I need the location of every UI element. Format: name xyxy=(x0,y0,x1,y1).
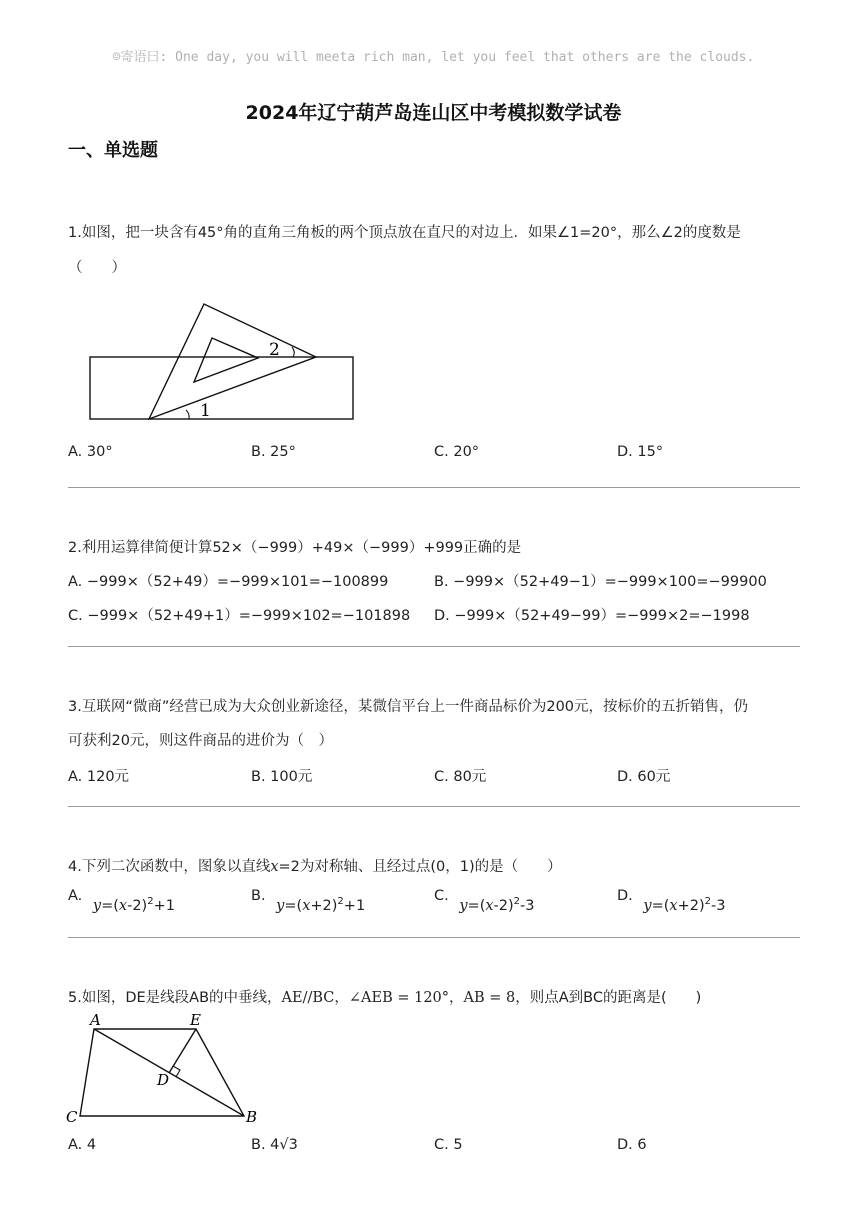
question-2-option-c[interactable]: C. −999×（52+49+1）=−999×102=−101898 xyxy=(68,608,411,624)
question-4-option-d[interactable]: D. $y=(x+2)^2-3$ xyxy=(617,888,726,914)
question-5-option-c[interactable]: C. 5 xyxy=(434,1137,463,1153)
label-e: E xyxy=(190,1011,201,1029)
set-square-outer xyxy=(149,304,316,419)
angle-2-label: 2 xyxy=(269,340,280,360)
label-a: A xyxy=(90,1011,101,1029)
question-2-option-d[interactable]: D. −999×（52+49−99）=−999×2=−1998 xyxy=(434,608,750,624)
question-4-option-a[interactable]: A. $y=(x-2)^2+1$ xyxy=(68,888,175,914)
set-square-inner xyxy=(194,338,258,382)
question-1-paren: （ ） xyxy=(68,260,126,276)
question-2-option-a[interactable]: A. −999×（52+49）=−999×101=−100899 xyxy=(68,574,389,590)
question-1-option-b[interactable]: B. 25° xyxy=(251,444,296,460)
page-title: 2024年辽宁葫芦岛连山区中考模拟数学试卷 xyxy=(245,102,622,124)
divider xyxy=(68,646,800,647)
question-5-stem: 5.如图，DE是线段AB的中垂线，AE//BC，∠AEB = 120°，AB = 8，则点A到BC的距离是( ) xyxy=(68,990,702,1006)
divider xyxy=(68,487,800,488)
question-1-option-c[interactable]: C. 20° xyxy=(434,444,480,460)
question-1-stem: 1.如图，把一块含有45°角的直角三角板的两个顶点放在直尺的对边上．如果∠1=20°，那么∠2的度数是 xyxy=(68,225,741,241)
question-3-option-a[interactable]: A. 120元 xyxy=(68,769,130,785)
question-2-stem: 2.利用运算律简便计算52×（−999）+49×（−999）+999正确的是 xyxy=(68,540,522,556)
angle-1-label: 1 xyxy=(200,401,211,421)
question-5-option-a[interactable]: A. 4 xyxy=(68,1137,97,1153)
angle-1-arc xyxy=(186,410,189,419)
question-4-stem: 4.下列二次函数中，图象以直线x=2为对称轴、且经过点(0，1)的是（ ） xyxy=(68,859,562,875)
question-1-option-a[interactable]: A. 30° xyxy=(68,444,113,460)
question-3-stem-line-1: 3.互联网“微商”经营已成为大众创业新途径，某微信平台上一件商品标价为200元，按标价的五折销售，仍 xyxy=(68,699,749,715)
question-5-option-b[interactable]: B. 4√3 xyxy=(251,1137,298,1153)
question-5-figure xyxy=(60,1008,270,1132)
question-3-option-b[interactable]: B. 100元 xyxy=(251,769,313,785)
question-5-option-d[interactable]: D. 6 xyxy=(617,1137,647,1153)
watermark: ☺寄语曰: One day, you will meeta rich man, let you feel that others are the clouds. xyxy=(112,50,755,65)
label-d: D xyxy=(157,1071,170,1089)
section-heading: 一、单选题 xyxy=(68,140,158,161)
question-4-option-b[interactable]: B. $y=(x+2)^2+1$ xyxy=(251,888,366,914)
divider xyxy=(68,806,800,807)
label-b: B xyxy=(246,1108,258,1126)
divider xyxy=(68,937,800,938)
question-1-figure xyxy=(86,300,360,426)
label-c: C xyxy=(66,1108,78,1126)
ruler-shape xyxy=(90,357,353,419)
question-2-option-b[interactable]: B. −999×（52+49−1）=−999×100=−99900 xyxy=(434,574,767,590)
question-3-stem-line-2: 可获利20元，则这件商品的进价为（ ） xyxy=(68,733,333,749)
angle-2-arc xyxy=(292,347,294,357)
question-3-option-d[interactable]: D. 60元 xyxy=(617,769,671,785)
question-1-option-d[interactable]: D. 15° xyxy=(617,444,664,460)
question-4-option-c[interactable]: C. $y=(x-2)^2-3$ xyxy=(434,888,535,914)
question-3-option-c[interactable]: C. 80元 xyxy=(434,769,487,785)
